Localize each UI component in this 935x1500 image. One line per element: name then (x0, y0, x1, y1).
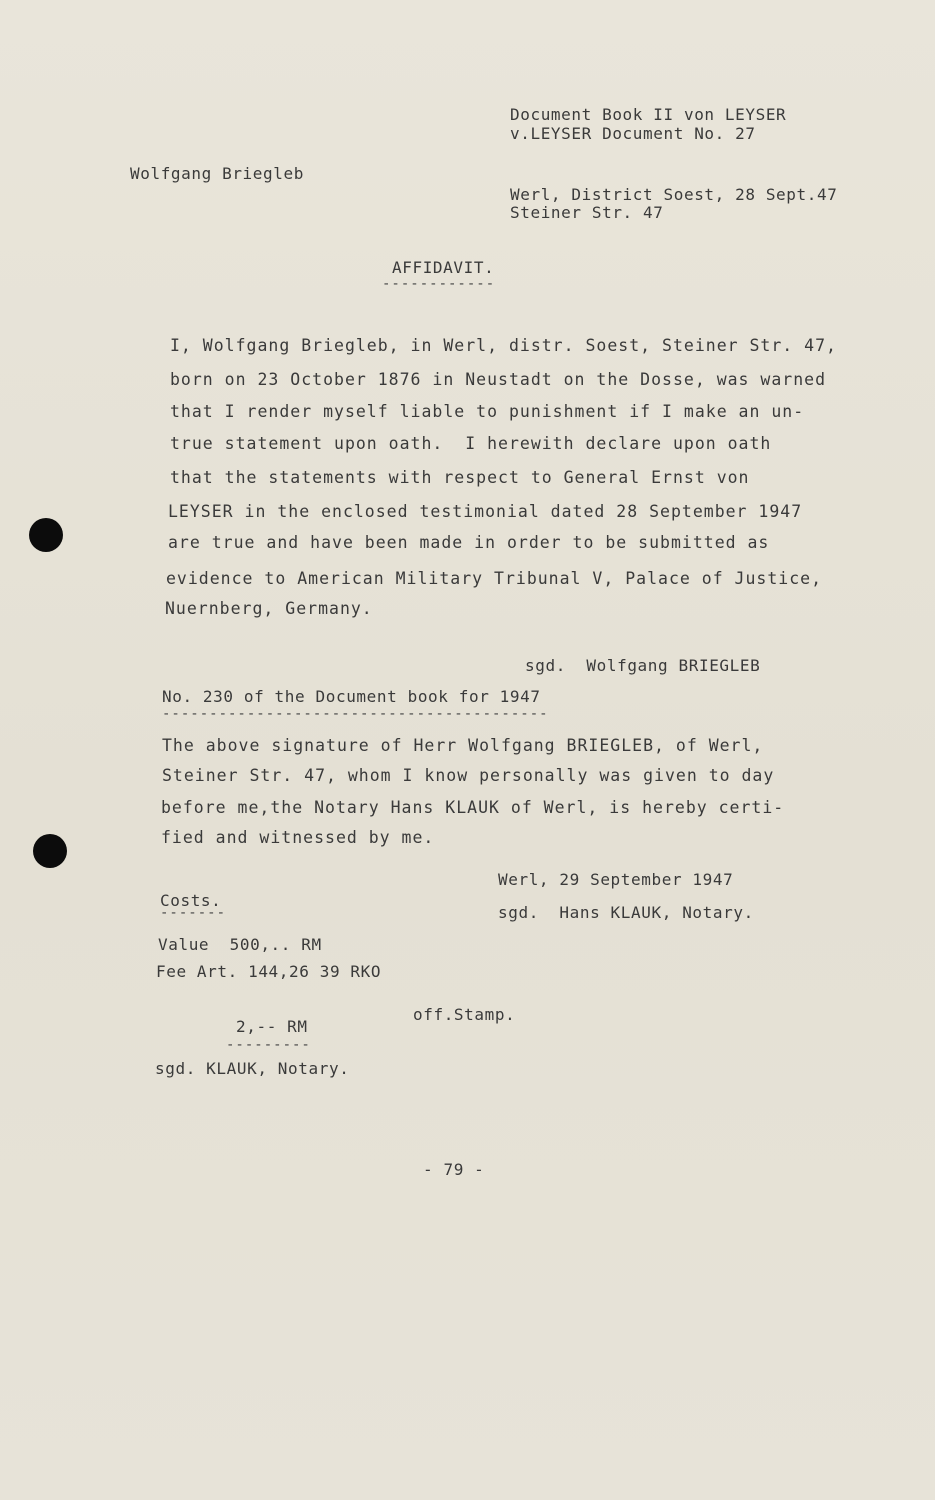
punch-hole-bottom (33, 834, 67, 868)
certification-place-date: Werl, 29 September 1947 (498, 870, 734, 889)
affidavit-line: evidence to American Military Tribunal V, Palace of Justice, (166, 569, 823, 588)
costs-fee: Fee Art. 144,26 39 RKO (156, 962, 382, 981)
affiant-signature: sgd. Wolfgang BRIEGLEB (525, 656, 761, 675)
document-number: v.LEYSER Document No. 27 (510, 124, 756, 143)
costs-amount-underline: --------- (226, 1037, 311, 1053)
costs-label: Costs. (160, 891, 222, 910)
certification-line: The above signature of Herr Wolfgang BRIEGLEB, of Werl, (162, 736, 764, 755)
document-book-reference: Document Book II von LEYSER (510, 105, 787, 124)
costs-underline: ------- (160, 905, 227, 921)
affidavit-line: Nuernberg, Germany. (165, 599, 373, 618)
affidavit-line: are true and have been made in order to be submitted as (168, 533, 770, 552)
affidavit-line: true statement upon oath. I herewith declare upon oath (170, 434, 772, 453)
sender-street: Steiner Str. 47 (510, 203, 664, 222)
document-title: AFFIDAVIT. (392, 258, 495, 277)
notary-register-entry: No. 230 of the Document book for 1947 (162, 687, 541, 706)
certification-line: Steiner Str. 47, whom I know personally was given to day (162, 766, 775, 785)
costs-amount: 2,-- RM (236, 1017, 308, 1036)
official-stamp-note: off.Stamp. (413, 1005, 516, 1024)
sender-name: Wolfgang Briegleb (130, 164, 304, 183)
punch-hole-top (29, 518, 63, 552)
affidavit-line: I, Wolfgang Briegleb, in Werl, distr. Soest, Steiner Str. 47, (170, 336, 837, 355)
costs-value: Value 500,.. RM (158, 935, 322, 954)
affidavit-line: LEYSER in the enclosed testimonial dated 28 September 1947 (168, 502, 803, 521)
notary-costs-signature: sgd. KLAUK, Notary. (155, 1059, 350, 1078)
register-entry-underline: ----------------------------------------- (162, 706, 549, 722)
certification-line: before me,the Notary Hans KLAUK of Werl, is hereby certi- (161, 798, 785, 817)
notary-signature: sgd. Hans KLAUK, Notary. (498, 903, 754, 922)
title-underline: ------------ (382, 276, 496, 292)
affidavit-line: born on 23 October 1876 in Neustadt on the Dosse, was warned (170, 370, 827, 389)
affidavit-line: that I render myself liable to punishment if I make an un- (170, 402, 805, 421)
sender-place-date: Werl, District Soest, 28 Sept.47 (510, 185, 838, 204)
affidavit-line: that the statements with respect to General Ernst von (170, 468, 750, 487)
certification-line: fied and witnessed by me. (161, 828, 435, 847)
page-number: - 79 - (423, 1160, 485, 1179)
